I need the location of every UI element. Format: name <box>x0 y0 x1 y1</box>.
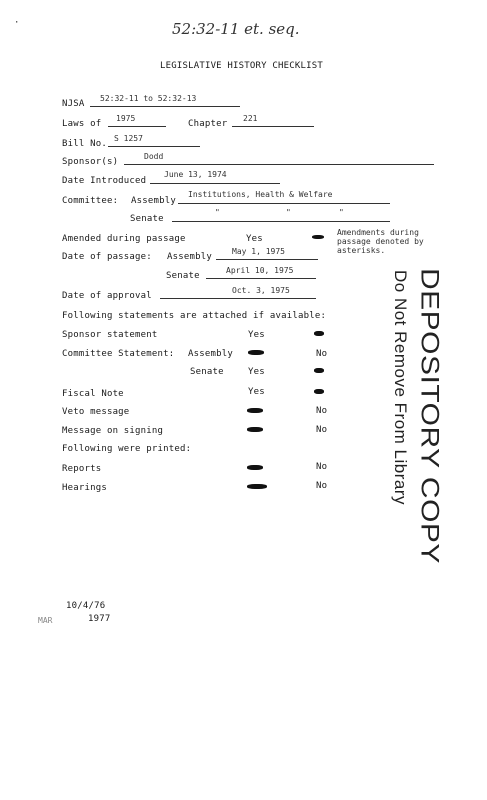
laws-value: 1975 <box>116 114 136 123</box>
amended-yes: Yes <box>246 234 263 244</box>
sponsor-statement-yes: Yes <box>248 330 265 340</box>
committee-assembly-yes-redaction <box>248 350 264 355</box>
fiscal-note-no-redaction <box>314 389 324 394</box>
committee-statement-label: Committee Statement: <box>62 349 175 359</box>
signing-yes-redaction <box>247 427 263 432</box>
corner-dot: · <box>14 18 20 28</box>
depository-copy-stamp: DEPOSITORY COPY <box>415 268 443 564</box>
njsa-underline <box>90 106 240 107</box>
signing-no: No <box>316 425 328 435</box>
approval-label: Date of approval <box>62 291 152 301</box>
do-not-remove-stamp: Do Not Remove From Library <box>391 270 410 506</box>
chapter-underline <box>232 126 314 127</box>
reports-no: No <box>316 462 328 472</box>
sponsor-value: Dodd <box>144 152 164 161</box>
amended-note-line-3: asterisks. <box>337 246 386 255</box>
committee-statement-assembly-label: Assembly <box>188 349 233 359</box>
reports-label: Reports <box>62 464 102 474</box>
approval-value: Oct. 3, 1975 <box>232 286 290 295</box>
committee-assembly-value: Institutions, Health & Welfare <box>188 190 333 199</box>
date-introduced-underline <box>150 183 280 184</box>
sponsor-statement-label: Sponsor statement <box>62 330 158 340</box>
fiscal-note-yes: Yes <box>248 387 265 397</box>
page-title: LEGISLATIVE HISTORY CHECKLIST <box>160 61 323 71</box>
committee-senate-no-redaction <box>314 368 324 373</box>
hearings-yes-redaction <box>247 484 267 489</box>
chapter-value: 221 <box>243 114 258 123</box>
printed-header: Following were printed: <box>62 444 192 454</box>
footer-month: MAR <box>38 616 53 625</box>
committee-senate-ditto-2: " <box>286 208 291 217</box>
footer-year: 1977 <box>88 614 111 624</box>
committee-senate-yes: Yes <box>248 367 265 377</box>
committee-senate-ditto-3: " <box>339 208 344 217</box>
veto-no: No <box>316 406 328 416</box>
committee-statement-senate-label: Senate <box>190 367 224 377</box>
passage-assembly-label: Assembly <box>167 252 212 262</box>
njsa-value: 52:32-11 to 52:32-13 <box>100 94 197 103</box>
chapter-label: Chapter <box>188 119 228 129</box>
committee-senate-ditto-1: " <box>215 208 220 217</box>
amended-label: Amended during passage <box>62 234 186 244</box>
statements-header: Following statements are attached if available: <box>62 311 327 321</box>
laws-label: Laws of <box>62 119 102 129</box>
reports-yes-redaction <box>247 465 263 470</box>
committee-label: Committee: <box>62 196 119 206</box>
committee-senate-label: Senate <box>130 214 164 224</box>
passage-senate-value: April 10, 1975 <box>226 266 294 275</box>
footer-date: 10/4/76 <box>66 601 106 611</box>
amended-no-redaction <box>312 235 324 239</box>
hearings-label: Hearings <box>62 483 107 493</box>
veto-message-label: Veto message <box>62 407 130 417</box>
laws-underline <box>108 126 166 127</box>
committee-senate-underline <box>172 221 390 222</box>
committee-assembly-underline <box>178 203 390 204</box>
hearings-no: No <box>316 481 328 491</box>
sponsor-underline <box>124 164 434 165</box>
fiscal-note-label: Fiscal Note <box>62 389 124 399</box>
passage-label: Date of passage: <box>62 252 152 262</box>
sponsor-statement-no-redaction <box>314 331 324 336</box>
committee-assembly-no: No <box>316 349 328 359</box>
passage-senate-underline <box>206 278 316 279</box>
date-introduced-label: Date Introduced <box>62 176 147 186</box>
sponsor-label: Sponsor(s) <box>62 157 119 167</box>
date-introduced-value: June 13, 1974 <box>164 170 227 179</box>
bill-label: Bill No. <box>62 139 107 149</box>
passage-assembly-underline <box>216 259 318 260</box>
passage-senate-label: Senate <box>166 271 200 281</box>
passage-assembly-value: May 1, 1975 <box>232 247 285 256</box>
amended-note-line-1: Amendments during <box>337 228 419 237</box>
approval-underline <box>160 298 316 299</box>
amended-note-line-2: passage denoted by <box>337 237 424 246</box>
message-signing-label: Message on signing <box>62 426 164 436</box>
njsa-label: NJSA <box>62 99 85 109</box>
bill-underline <box>108 146 200 147</box>
bill-value: S 1257 <box>114 134 143 143</box>
handwritten-citation: 52:32-11 et. seq. <box>172 20 300 38</box>
veto-yes-redaction <box>247 408 263 413</box>
committee-assembly-label: Assembly <box>131 196 176 206</box>
